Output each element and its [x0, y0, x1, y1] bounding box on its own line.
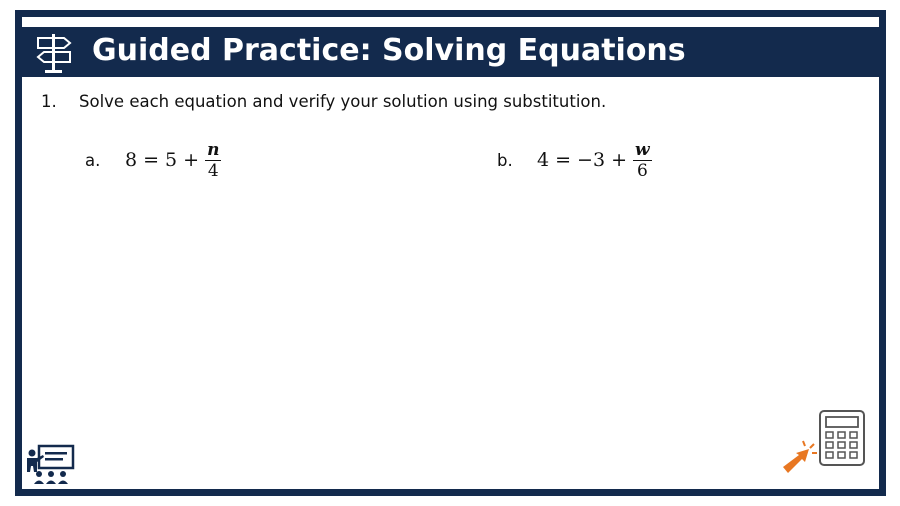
fraction-numerator: w: [635, 139, 650, 160]
question-1: [41, 92, 606, 111]
equation-a: [125, 140, 221, 181]
fraction-denominator: 6: [636, 160, 648, 181]
slide-frame: [15, 10, 886, 496]
fraction: [633, 140, 652, 181]
fraction-denominator: 4: [207, 160, 219, 181]
part-label: b.: [497, 150, 513, 170]
presenter-icon: [25, 444, 77, 486]
part-label: a.: [85, 150, 101, 170]
slide-content: [22, 17, 879, 489]
part-a: [85, 135, 221, 185]
slide-title: Guided Practice: Solving Equations: [92, 33, 686, 68]
title-bar: [22, 27, 879, 77]
signpost-icon: [34, 32, 74, 74]
equation-lhs: 4: [537, 149, 550, 171]
equation-rhs-prefix: = 5 +: [143, 149, 200, 171]
equation-rhs-prefix: = −3 +: [555, 149, 628, 171]
question-number: 1.: [41, 92, 57, 111]
fraction-numerator: n: [207, 139, 220, 160]
question-text: Solve each equation and verify your solution using substitution.: [79, 92, 607, 111]
equation-b: [537, 140, 652, 181]
equation-lhs: 8: [125, 149, 138, 171]
fraction: [205, 140, 221, 181]
part-b: [497, 135, 652, 185]
calculator-icon: [779, 409, 871, 487]
